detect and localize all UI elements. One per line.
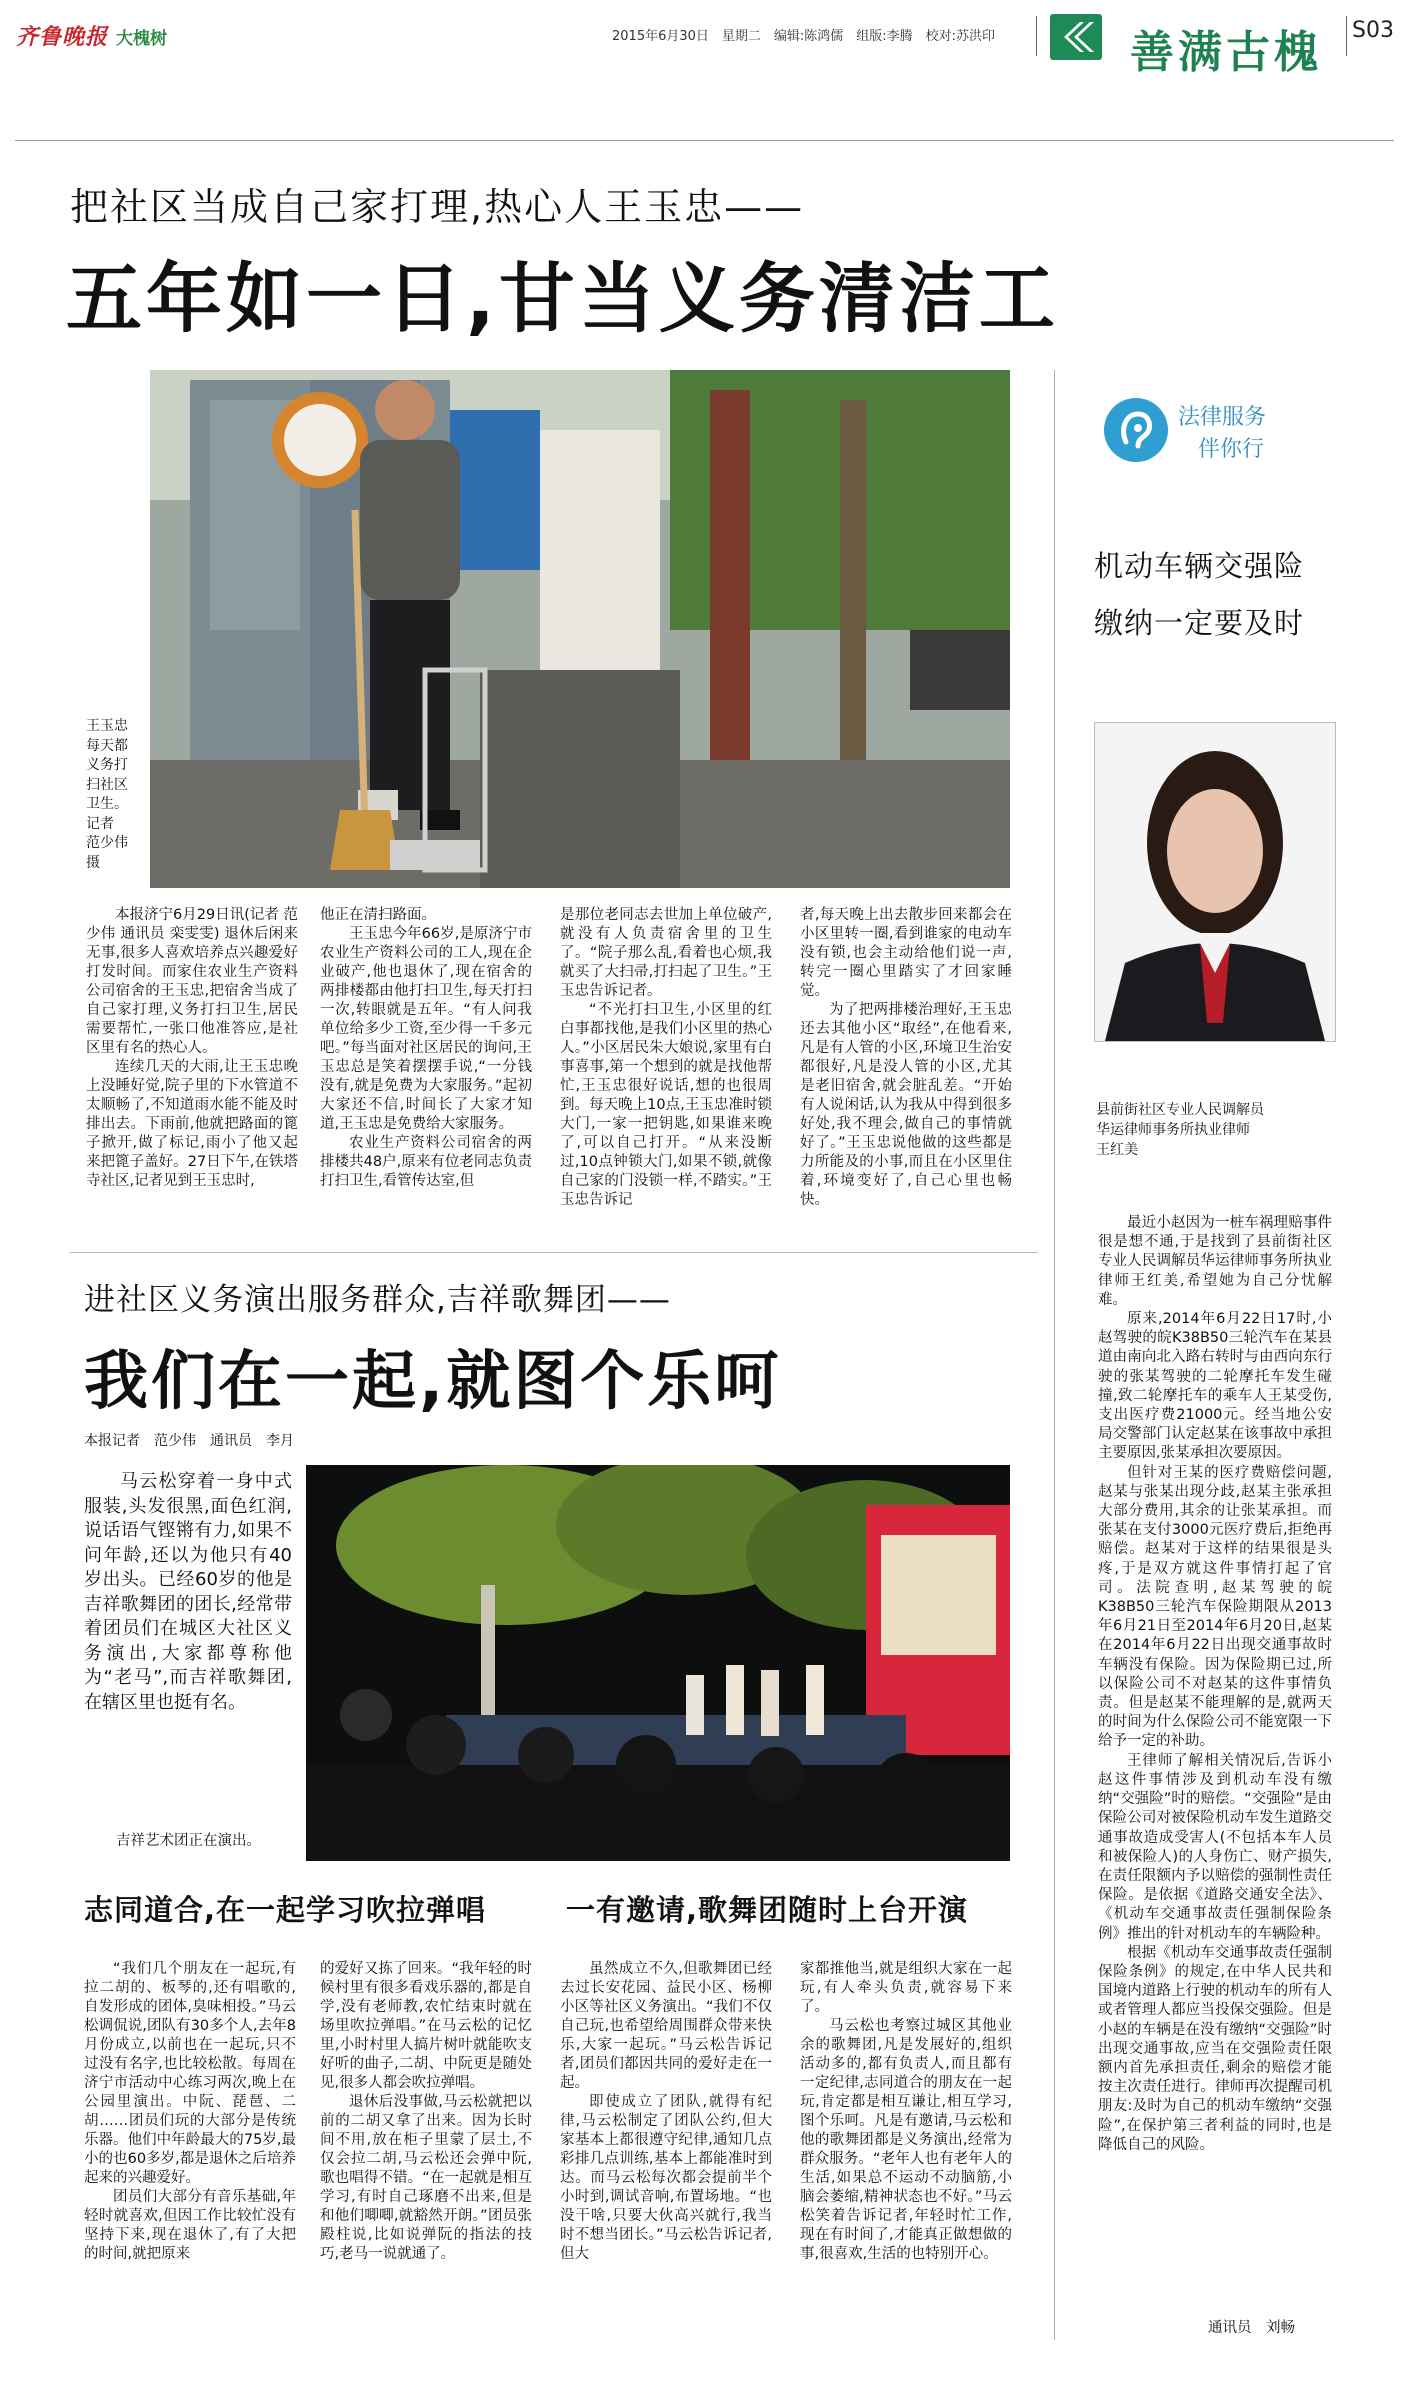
article1-kicker: 把社区当成自己家打理,热心人王玉忠—— xyxy=(70,185,805,229)
caption-line: 华运律师事务所执业律师 xyxy=(1096,1122,1250,1138)
article2-lead: 马云松穿着一身中式服装,头发很黑,面色红润,说话语气铿锵有力,如果不问年龄,还以为他只有40岁出头。已经60岁的他是吉祥歌舞团的团长,经常带着团员们在城区大社区义务演出,大家都尊称他为“老马”,而吉祥歌舞团,在辖区里也挺有名。 xyxy=(84,1471,292,1713)
article2-divider xyxy=(70,1252,1038,1253)
paragraph: “不光打扫卫生,小区里的红白事都找他,是我们小区里的热心人。”小区居民朱大娘说,家里有白事喜事,第一个想到的就是找他帮忙,王玉忠很好说话,想的也很周到。每天晚上10点,王玉忠准时锁大门,一家一把钥匙,如果谁来晚了,可以自己打开。“从来没断过,10点钟锁大门,如果不锁,就像自己家的门没锁一样,不踏实。”王玉忠告诉记 xyxy=(560,1002,772,1208)
paragraph: 根据《机动车交通事故责任强制保险条例》的规定,在中华人民共和国境内道路上行驶的机动车的所有人或者管理人都应当投保交强险。但是小赵的车辆是在没有缴纳“交强险”时出现交通事故,应当在交强险责任限额内首先承担责任,剩余的赔偿才能按主次责任进行。律师再次提醒司机朋友:及时为自己的机动车缴纳“交强险”,在保护第三者利益的同时,也是降低自己的风险。 xyxy=(1098,1944,1332,2153)
chevron-left-icon xyxy=(1050,14,1102,60)
sidebar-title-line-1: 机动车辆交强险 xyxy=(1094,549,1305,583)
paragraph: 本报济宁6月29日讯(记者 范少伟 通讯员 栾雯雯) 退休后闲来无事,很多人喜欢培养点兴趣爱好打发时间。而家住农业生产资料公司宿舍的王玉忠,把宿舍当成了自己家打理,义务打扫卫生,居民需要帮忙,一张口他准答应,是社区里有名的热心人。 xyxy=(86,907,298,1056)
column-title: 善满古槐 xyxy=(1130,27,1322,78)
article2-photo-caption: 吉祥艺术团正在演出。 xyxy=(116,1833,261,1849)
article1-column-3 xyxy=(560,906,772,1236)
sidebar-body xyxy=(1098,1214,1332,2312)
masthead xyxy=(0,0,1409,80)
lawyer-portrait xyxy=(1094,722,1336,1042)
article2-column-a xyxy=(84,1960,296,2330)
paragraph: 的爱好又拣了回来。“我年轻的时候村里有很多看戏乐器的,都是自学,没有老师教,农忙结束时就在场里吹拉弹唱。”在马云松的记忆里,小时村里人搞片树叶就能吹支好听的曲子,二胡、中阮更是随处见,很多人都会吹拉弹唱。 xyxy=(320,1961,532,2091)
paper-logo: 齐鲁晚报 xyxy=(16,25,109,50)
article1-column-1 xyxy=(86,906,298,1236)
article2-kicker: 进社区义务演出服务群众,吉祥歌舞团—— xyxy=(84,1282,671,1318)
article2-photo xyxy=(306,1465,1010,1861)
article1-column-4 xyxy=(800,906,1012,1236)
badge-line-2: 伴你行 xyxy=(1198,437,1265,462)
paragraph: 原来,2014年6月22日17时,小赵驾驶的皖K38B50三轮汽车在某县道由南向北入路右转时与由西向东行驶的张某驾驶的二轮摩托车发生碰撞,致二轮摩托车的乘车人王某受伤,支出医疗费21000元。经当地公安局交警部门认定赵某在该事故中承担主要原因,张某承担次要原因。 xyxy=(1098,1311,1332,1462)
page-number: S03 xyxy=(1352,18,1394,43)
caption-line: 范少伟 xyxy=(86,835,128,851)
caption-line: 义务打 xyxy=(86,757,128,773)
caption-line: 王红美 xyxy=(1096,1142,1138,1158)
paragraph: 王律师了解相关情况后,告诉小赵这件事情涉及到机动车没有缴纳“交强险”时的赔偿。“交强险”是由保险公司对被保险机动车发生道路交通事故造成受害人(不包括本车人员和被保险人)的人身伤亡、财产损失,在责任限额内予以赔偿的强制性责任保险。是依据《道路交通安全法》、《机动车交通事故责任强制保险条例》推出的针对机动车的车辆险种。 xyxy=(1098,1752,1332,1942)
legal-icon xyxy=(1104,398,1168,462)
caption-line: 摄 xyxy=(86,854,100,871)
paragraph: 即使成立了团队,就得有纪律,马云松制定了团队公约,但大家基本上都很遵守纪律,通知几点彩排几点训练,基本上都能准时到达。而马云松每次都会提前半个小时到,调试音响,布置场地。“也没干啥,只要大伙高兴就行,我当时不想当团长。”马云松告诉记者,但大 xyxy=(560,2094,772,2262)
portrait-caption xyxy=(1096,1100,1336,1160)
badge-line-1: 法律服务 xyxy=(1178,405,1267,430)
ear-icon xyxy=(1104,398,1168,462)
paragraph: 退休后没事做,马云松就把以前的二胡又拿了出来。因为长时间不用,放在柜子里蒙了层土,不仅会拉二胡,马云松还会弹中阮,歌也唱得不错。“在一起就是相互学习,有时自己琢磨不出来,但是和他们唧唧,就豁然开朗。”团员张殿柱说,比如说弹阮的指法的技巧,老马一说就通了。 xyxy=(320,2094,532,2262)
article1-headline: 五年如一日,甘当义务清洁工 xyxy=(66,254,1059,343)
paragraph: 农业生产资料公司宿舍的两排楼共48户,原来有位老同志负责打扫卫生,看管传达室,但 xyxy=(320,1135,532,1189)
sidebar-byline: 通讯员 刘畅 xyxy=(1208,2320,1295,2336)
caption-line: 记者 xyxy=(86,815,114,832)
article2-subhead-1: 志同道合,在一起学习吹拉弹唱 xyxy=(84,1893,487,1927)
issue-meta: 2015年6月30日 星期二 编辑:陈鸿儒 组版:李腾 校对:苏洪印 xyxy=(612,29,996,44)
paragraph: “我们几个朋友在一起玩,有拉二胡的、板琴的,还有唱歌的,自发形成的团体,臭味相投。”马云松调侃说,团队有30多个人,去年8月份成立,以前也在一起玩,只不过没有名字,也比较松散。每周在济宁市活动中心练习两次,晚上在公园里演出。中阮、琵琶、二胡……团员们玩的大部分是传统乐器。他们中年龄最大的75岁,最小的也60多岁,都是退休之后培养起来的兴趣爱好。 xyxy=(84,1961,296,2186)
column-icon xyxy=(1050,14,1102,60)
masthead-rule xyxy=(15,140,1394,141)
sidebar-title-line-2: 缴纳一定要及时 xyxy=(1094,606,1305,640)
article2-headline: 我们在一起,就图个乐呵 xyxy=(84,1345,782,1419)
article2-column-b xyxy=(320,1960,532,2330)
legal-badge xyxy=(1100,392,1350,480)
performance-photo xyxy=(306,1465,1010,1861)
paragraph: 他正在清扫路面。 xyxy=(320,907,436,923)
caption-line: 每天都 xyxy=(86,737,128,754)
paragraph: 为了把两排楼治理好,王玉忠还去其他小区“取经”,在他看来,凡是有人管的小区,环境卫生治安都很好,凡是没人管的小区,尤其是老旧宿舍,就会脏乱差。“开始有人说闲话,认为我从中得到很多好处,我不理会,做自己的事情就好了。”王玉忠说他做的这些都是力所能及的小事,而且在小区里住着,环境变好了,自己心里也畅快。 xyxy=(800,1002,1012,1208)
section-name: 大槐树 xyxy=(116,29,167,49)
article1-photo-caption xyxy=(86,717,146,873)
caption-line: 卫生。 xyxy=(86,796,128,812)
paragraph: 家都推他当,就是组织大家在一起玩,有人牵头负责,就容易下来了。 xyxy=(800,1961,1012,2015)
article2-column-d xyxy=(800,1960,1012,2330)
paragraph: 者,每天晚上出去散步回来都会在小区里转一圈,看到谁家的电动车没有锁,也会主动给他们说一声,转完一圈心里踏实了才回家睡觉。 xyxy=(800,907,1012,999)
article2-byline: 本报记者 范少伟 通讯员 李月 xyxy=(84,1433,294,1449)
paragraph: 王玉忠今年66岁,是原济宁市农业生产资料公司的工人,现在企业破产,他也退休了,现在宿舍的两排楼都由他打扫卫生,每天打扫一次,转眼就是五年。“有人问我单位给多少工资,至少得一千多元吧。”每当面对社区居民的询问,王玉忠总是笑着摆摆手说,“一分钱没有,就是免费为大家服务。”起初大家还不信,时间长了大家才知道,王玉忠是免费给大家服务。 xyxy=(320,926,532,1132)
meta-divider xyxy=(1036,16,1037,56)
sweeping-photo xyxy=(150,370,1010,888)
portrait-photo xyxy=(1095,723,1335,1041)
column-divider xyxy=(1346,16,1347,56)
article2-subhead-2: 一有邀请,歌舞团随时上台开演 xyxy=(566,1893,969,1927)
paragraph: 但针对王某的医疗费赔偿问题,赵某与张某出现分歧,赵某主张承担大部分费用,其余的让张某承担。而张某在支付3000元医疗费后,拒绝再赔偿。赵某对于这样的结果很是头疼,于是双方就这件事情打起了官司。法院查明,赵某驾驶的皖K38B50三轮汽车保险期限从2013年6月21日至2014年6月20日,赵某在2014年6月22日出现交通事故时车辆没有保险。因为保险期已过,所以保险公司不对赵某的这件事情负责。但是赵某不能理解的是,就两天的时间为什么保险公司不能宽限一下给予一定的补助。 xyxy=(1098,1464,1332,1750)
sidebar-divider xyxy=(1054,370,1055,2340)
caption-line: 王玉忠 xyxy=(86,718,128,734)
article1-column-2 xyxy=(320,906,532,1236)
paragraph: 团员们大部分有音乐基础,年轻时就喜欢,但因工作比较忙没有坚持下来,现在退休了,有了大把的时间,就把原来 xyxy=(84,2189,296,2262)
article1-photo xyxy=(150,370,1010,888)
paragraph: 是那位老同志去世加上单位破产,就没有人负责宿舍里的卫生了。“院子那么乱,看着也心烦,我就买了大扫帚,打扫起了卫生。”王玉忠告诉记者。 xyxy=(560,907,772,999)
paragraph: 最近小赵因为一桩车祸理赔事件很是想不通,于是找到了县前街社区专业人民调解员华运律师事务所执业律师王红美,希望她为自己分忧解难。 xyxy=(1098,1215,1332,1308)
paragraph: 连续几天的大雨,让王玉忠晚上没睡好觉,院子里的下水管道不太顺畅了,不知道雨水能不能及时排出去。下雨前,他就把路面的篦子掀开,做了标记,雨小了他又起来把篦子盖好。27日下午,在铁塔寺社区,记者见到王玉忠时, xyxy=(86,1059,298,1189)
caption-line: 县前街社区专业人民调解员 xyxy=(1096,1102,1264,1118)
paragraph: 马云松也考察过城区其他业余的歌舞团,凡是发展好的,组织活动多的,都有负责人,而且都有一定纪律,志同道合的朋友在一起玩,肯定都是相互谦让,相互学习,图个乐呵。凡是有邀请,马云松和他的歌舞团都是义务演出,经常为群众服务。“老年人也有老年人的生活,如果总不运动不动脑筋,小脑会萎缩,精神状态也不好。”马云松笑着告诉记者,年轻时忙工作,现在有时间了,才能真正做想做的事,很喜欢,生活的也特别开心。 xyxy=(800,2018,1012,2262)
caption-line: 扫社区 xyxy=(86,776,128,793)
paragraph: 虽然成立不久,但歌舞团已经去过长安花园、益民小区、杨柳小区等社区义务演出。“我们不仅自己玩,也希望给周围群众带来快乐,大家一起玩。”马云松告诉记者,团员们都因共同的爱好走在一起。 xyxy=(560,1961,772,2091)
article2-column-c xyxy=(560,1960,772,2330)
